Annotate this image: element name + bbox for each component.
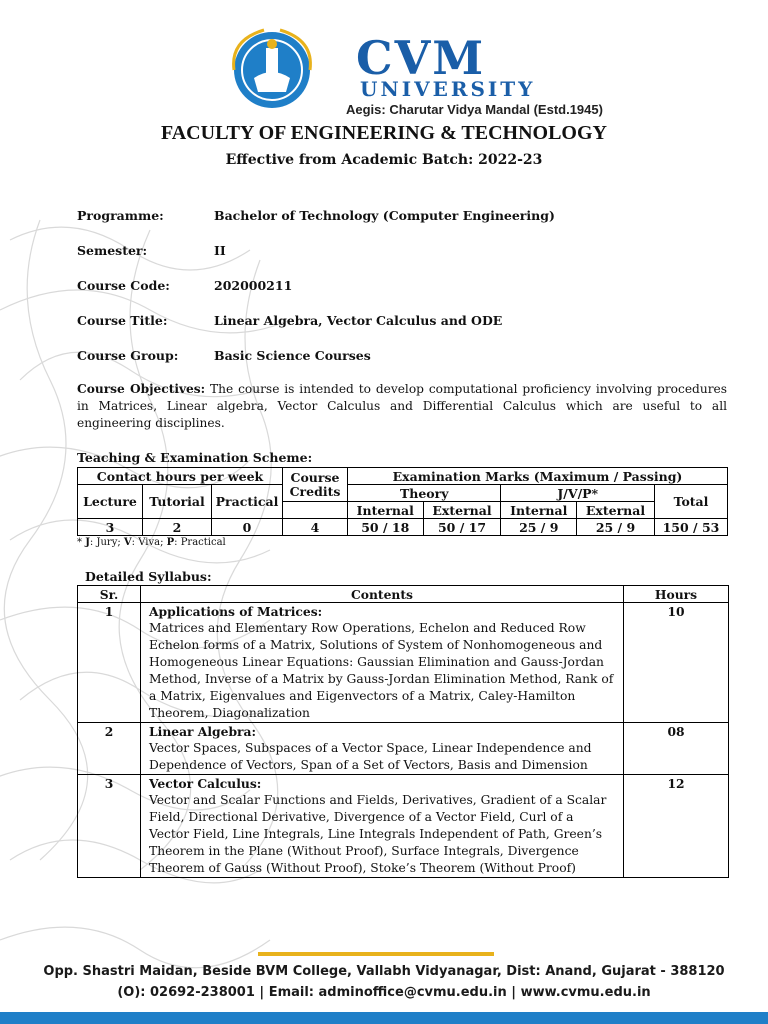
field-value: Bachelor of Technology (Computer Engineering): [214, 208, 555, 223]
unit-body: Vector Spaces, Subspaces of a Vector Space, Linear Independence and Dependence of Vectors, Span of a Set of Vectors, Basis and Dimension: [149, 741, 592, 772]
field-label: Course Code:: [77, 278, 170, 293]
footnote-v: V: [123, 537, 132, 548]
scheme-value-lecture: 3: [78, 519, 143, 536]
course-objectives: [77, 381, 727, 432]
scheme-header-theory: Theory: [348, 485, 501, 502]
unit-body: Vector and Scalar Functions and Fields, Derivatives, Gradient of a Scalar Field, Directional Derivative, Divergence of a Vector Field, Curl of a Vector Field, Line Integrals, Line Integrals Independent of Path, Green’s Theorem in the Plane (Without Proof), Surface Integrals, Divergence Theorem of Gauss (Without Proof), Stoke’s Theorem (Without Proof): [149, 793, 607, 875]
field-course-group: [77, 348, 371, 363]
scheme-header-tutorial: Tutorial: [143, 485, 212, 519]
field-label: Course Group:: [77, 348, 179, 363]
unit-title: Linear Algebra:: [149, 724, 257, 739]
scheme-header-total: Total: [655, 485, 728, 519]
scheme-header-jvp-external: External: [577, 502, 655, 519]
footnote-j: J: [85, 537, 90, 548]
brand-name: CVM: [356, 31, 486, 85]
scheme-header-lecture: Lecture: [78, 485, 143, 519]
scheme-title: Teaching & Examination Scheme:: [77, 450, 313, 465]
scheme-value-practical: 0: [212, 519, 283, 536]
field-label: Programme:: [77, 208, 164, 223]
field-value: Basic Science Courses: [214, 348, 371, 363]
syllabus-header-hours: Hours: [624, 586, 729, 603]
scheme-header-theory-internal: Internal: [348, 502, 424, 519]
university-seal-icon: [226, 26, 318, 112]
scheme-value-total: 150 / 53: [655, 519, 728, 536]
syllabus-hours: 12: [624, 775, 729, 878]
field-programme: [77, 208, 555, 223]
scheme-header-theory-external: External: [423, 502, 501, 519]
syllabus-sr: 2: [78, 723, 141, 775]
field-course-code: [77, 278, 292, 293]
syllabus-sr: 3: [78, 775, 141, 878]
scheme-header-practical: Practical: [212, 485, 283, 519]
scheme-footnote: [77, 537, 226, 548]
faculty-title: FACULTY OF ENGINEERING & TECHNOLOGY: [161, 122, 607, 144]
field-value: Linear Algebra, Vector Calculus and ODE: [214, 313, 503, 328]
field-value: 202000211: [214, 278, 293, 293]
unit-title: Applications of Matrices:: [149, 604, 323, 619]
footnote-p-text: : Practical: [174, 537, 226, 548]
scheme-value-credits: 4: [283, 519, 348, 536]
footer-bottom-bar: [0, 1012, 768, 1024]
table-row: [78, 603, 729, 723]
syllabus-header-contents: Contents: [141, 586, 624, 603]
brand-subtitle: UNIVERSITY: [360, 77, 536, 101]
syllabus-hours: 08: [624, 723, 729, 775]
scheme-value-jvp-external: 25 / 9: [577, 519, 655, 536]
scheme-value-theory-internal: 50 / 18: [348, 519, 424, 536]
footer-contact: (O): 02692-238001 | Email: adminoffice@cvmu.edu.in | www.cvmu.edu.in: [117, 985, 651, 1000]
table-row: [78, 775, 729, 878]
objectives-label: Course Objectives:: [77, 382, 206, 396]
field-label: Course Title:: [77, 313, 168, 328]
batch-title: Effective from Academic Batch: 2022-23: [225, 152, 543, 168]
objectives-text: The course is intended to develop computational proficiency involving procedures in Matrices, Linear algebra, Vector Calculus and Differential Calculus which are useful to all engineering disciplines.: [77, 382, 727, 430]
field-semester: [77, 243, 226, 258]
scheme-value-theory-external: 50 / 17: [423, 519, 501, 536]
scheme-header-contact: Contact hours per week: [78, 468, 283, 485]
footer-address: Opp. Shastri Maidan, Beside BVM College, Vallabh Vidyanagar, Dist: Anand, Gujarat - 388120: [43, 964, 725, 979]
brand-aegis: Aegis: Charutar Vidya Mandal (Estd.1945): [346, 102, 603, 117]
syllabus-contents: [141, 723, 624, 775]
scheme-value-tutorial: 2: [143, 519, 212, 536]
unit-body: Matrices and Elementary Row Operations, Echelon and Reduced Row Echelon forms of a Matrix, Solutions of System of Nonhomogeneous and Homogeneous Linear Equations: Gaussian Elimination and Gauss-Jordan Method, Inverse of a Matrix by Gauss-Jordan Elimination Method, Rank of a Matrix, Eigenvalues and Eigenvectors of a Matrix, Caley-Hamilton Theorem, Diagonalization: [149, 621, 614, 720]
table-row: [78, 519, 728, 536]
footnote-v-text: : Viva;: [131, 537, 167, 548]
syllabus-header-sr: Sr.: [78, 586, 141, 603]
syllabus-table: [77, 585, 729, 878]
syllabus-contents: [141, 603, 624, 723]
syllabus-hours: 10: [624, 603, 729, 723]
scheme-header-exam: Examination Marks (Maximum / Passing): [348, 468, 728, 485]
unit-title: Vector Calculus:: [149, 776, 262, 791]
scheme-header-jvp: J/V/P*: [501, 485, 655, 502]
brand-block: [344, 31, 603, 117]
scheme-header-jvp-internal: Internal: [501, 502, 577, 519]
table-row: [78, 723, 729, 775]
syllabus-title: Detailed Syllabus:: [85, 569, 212, 584]
footnote-p: P: [166, 537, 175, 548]
syllabus-contents: [141, 775, 624, 878]
field-course-title: [77, 313, 502, 328]
scheme-header-credits: Course Credits: [283, 468, 348, 502]
letterhead: [0, 12, 768, 117]
footnote-star: *: [77, 537, 86, 548]
scheme-table: [77, 467, 728, 536]
field-label: Semester:: [77, 243, 148, 258]
syllabus-sr: 1: [78, 603, 141, 723]
footer-accent-bar: [258, 952, 494, 956]
scheme-value-jvp-internal: 25 / 9: [501, 519, 577, 536]
field-value: II: [214, 243, 226, 258]
footnote-j-text: : Jury;: [89, 537, 124, 548]
